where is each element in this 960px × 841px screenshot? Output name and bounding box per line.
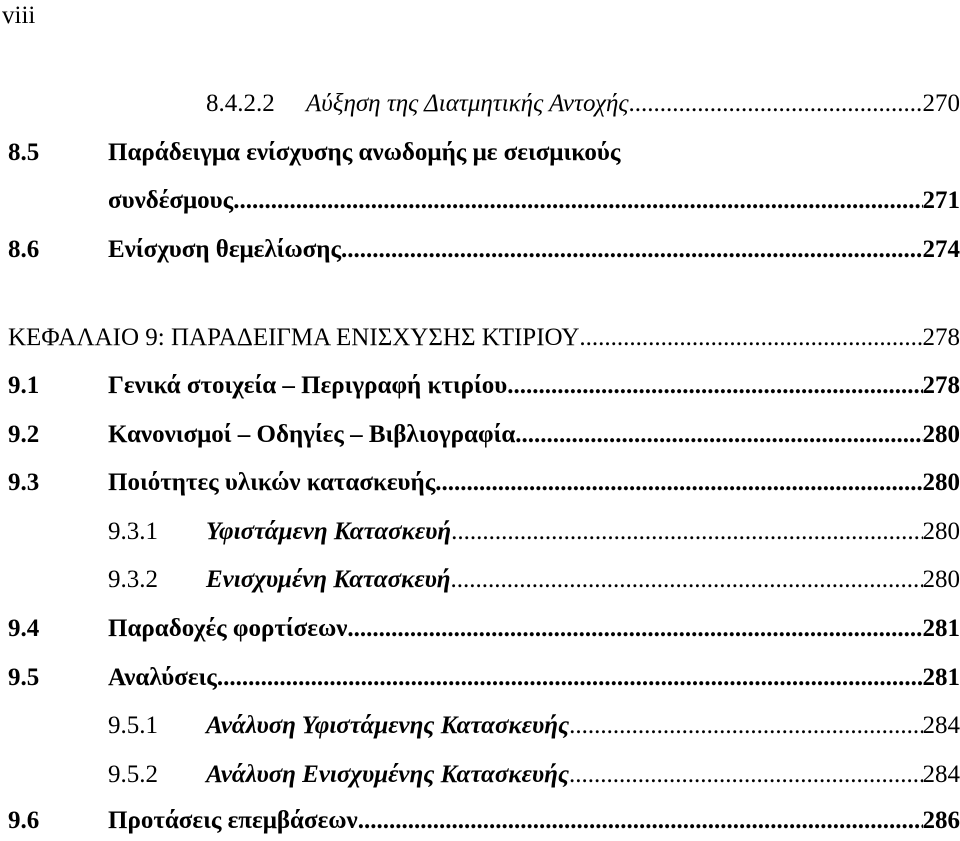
toc-entry-title: Ανάλυση Ενισχυμένης Κατασκευής xyxy=(206,761,569,788)
toc-entry-9-3[interactable] xyxy=(0,463,960,503)
toc-entry-title-continued: συνδέσμους xyxy=(108,187,234,214)
toc-entry-8-5[interactable] xyxy=(0,133,960,173)
toc-entry-title: Ενίσχυση θεμελίωσης xyxy=(108,236,341,263)
toc-entry-8-4-2-2[interactable] xyxy=(0,84,960,124)
toc-entry-9-4[interactable] xyxy=(0,609,960,649)
toc-entry-title: Παράδειγμα ενίσχυσης ανωδομής με σεισμικούς xyxy=(108,139,621,166)
toc-entry-9-6[interactable] xyxy=(0,801,960,841)
toc-entry-body xyxy=(8,318,960,358)
toc-entry-page: 281 xyxy=(922,664,960,691)
toc-entry-title: Γενικά στοιχεία – Περιγραφή κτιρίου xyxy=(108,372,508,399)
toc-entry-page: 286 xyxy=(922,807,960,834)
toc-entry-title: Ποιότητες υλικών κατασκευής xyxy=(108,469,436,496)
toc-entry-body xyxy=(306,84,960,124)
toc-entry-page: 278 xyxy=(922,324,960,351)
toc-entry-number: 9.5.2 xyxy=(108,761,158,788)
toc-entry-body xyxy=(108,463,960,503)
dot-leader xyxy=(569,706,922,746)
toc-entry-number: 8.4.2.2 xyxy=(206,90,275,117)
toc-entry-page: 278 xyxy=(922,372,960,399)
toc-entry-body xyxy=(108,415,960,455)
toc-entry-number: 9.1 xyxy=(8,372,40,399)
toc-entry-9-2[interactable] xyxy=(0,415,960,455)
toc-entry-body xyxy=(108,609,960,649)
toc-entry-page: 274 xyxy=(922,236,960,263)
toc-entry-title: Κανονισμοί – Οδηγίες – Βιβλιογραφία xyxy=(108,421,516,448)
toc-entry-body xyxy=(206,706,960,746)
toc-entry-body xyxy=(206,560,960,600)
toc-entry-page: 270 xyxy=(922,90,960,117)
toc-entry-9-3-2[interactable] xyxy=(0,560,960,600)
dot-leader xyxy=(451,560,923,600)
dot-leader xyxy=(515,415,922,455)
toc-chapter-9[interactable] xyxy=(0,318,960,358)
toc-entry-body xyxy=(108,658,960,698)
toc-entry-page: 280 xyxy=(922,566,960,593)
toc-entry-9-5-1[interactable] xyxy=(0,706,960,746)
page-number: viii xyxy=(2,2,36,29)
toc-entry-9-1[interactable] xyxy=(0,366,960,406)
dot-leader xyxy=(347,609,922,649)
toc-entry-8-6[interactable] xyxy=(0,230,960,270)
toc-entry-9-3-1[interactable] xyxy=(0,512,960,552)
toc-entry-9-5-2[interactable] xyxy=(0,755,960,795)
toc-entry-page: 271 xyxy=(922,187,960,214)
toc-entry-body xyxy=(108,230,960,270)
toc-entry-number: 9.3 xyxy=(8,469,40,496)
toc-entry-title: Ενισχυμένη Κατασκευή xyxy=(206,566,451,593)
dot-leader xyxy=(629,84,923,124)
toc-entry-body xyxy=(206,755,960,795)
toc-entry-body xyxy=(206,512,960,552)
toc-entry-title: Προτάσεις επεμβάσεων xyxy=(108,807,358,834)
toc-entry-body xyxy=(108,366,960,406)
toc-entry-number: 9.5 xyxy=(8,664,40,691)
toc-entry-number: 9.6 xyxy=(8,807,40,834)
dot-leader xyxy=(341,230,923,270)
toc-entry-8-5-continued[interactable] xyxy=(0,181,960,221)
toc-entry-number: 9.3.2 xyxy=(108,566,158,593)
dot-leader xyxy=(233,181,922,221)
toc-entry-page: 280 xyxy=(922,518,960,545)
toc-entry-number: 8.6 xyxy=(8,236,40,263)
toc-entry-title: Παραδοχές φορτίσεων xyxy=(108,615,348,642)
toc-entry-9-5[interactable] xyxy=(0,658,960,698)
toc-entry-page: 284 xyxy=(922,761,960,788)
toc-entry-title: Ανάλυση Υφιστάμενης Κατασκευής xyxy=(206,712,570,739)
toc-entry-title: Αναλύσεις xyxy=(108,664,217,691)
toc-entry-page: 281 xyxy=(922,615,960,642)
dot-leader xyxy=(507,366,922,406)
dot-leader xyxy=(579,318,922,358)
dot-leader xyxy=(217,658,923,698)
dot-leader xyxy=(451,512,922,552)
toc-entry-body xyxy=(108,801,960,841)
toc-entry-number: 9.4 xyxy=(8,615,40,642)
toc-entry-page: 284 xyxy=(922,712,960,739)
toc-entry-page: 280 xyxy=(922,421,960,448)
dot-leader xyxy=(358,801,923,841)
toc-entry-number: 9.5.1 xyxy=(108,712,158,739)
toc-entry-title: Αύξηση της Διατμητικής Αντοχής xyxy=(306,90,629,117)
toc-entry-title: Υφιστάμενη Κατασκευή xyxy=(206,518,452,545)
dot-leader xyxy=(435,463,922,503)
toc-entry-number: 9.3.1 xyxy=(108,518,158,545)
toc-entry-page: 280 xyxy=(922,469,960,496)
toc-entry-number: 9.2 xyxy=(8,421,40,448)
dot-leader xyxy=(569,755,923,795)
toc-chapter-title: ΚΕΦΑΛΑΙΟ 9: ΠΑΡΑΔΕΙΓΜΑ ΕΝΙΣΧΥΣΗΣ ΚΤΙΡΙΟΥ xyxy=(8,324,580,351)
toc-entry-number: 8.5 xyxy=(8,139,40,166)
toc-entry-body xyxy=(108,181,960,221)
